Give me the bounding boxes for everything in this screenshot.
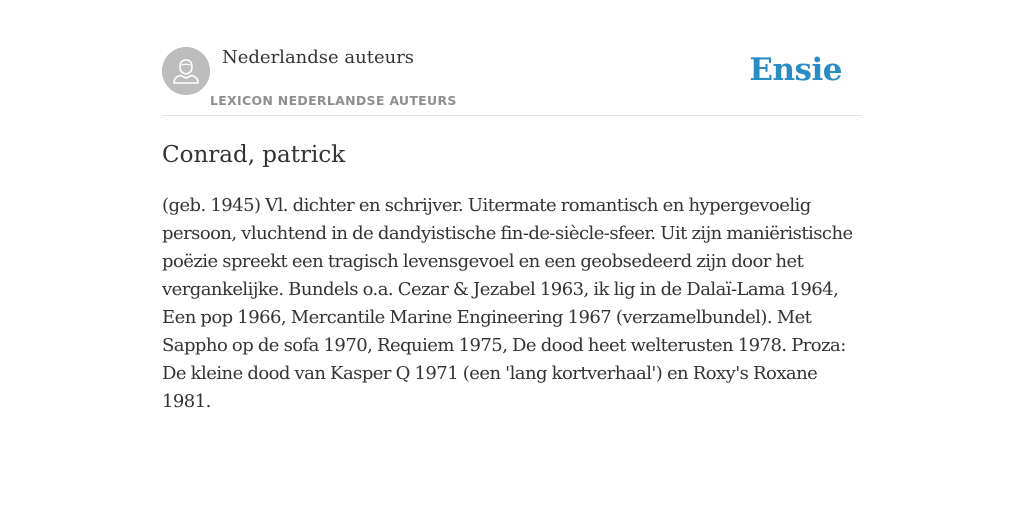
entry-title: Conrad, patrick <box>162 142 346 168</box>
entry-body: (geb. 1945) Vl. dichter en schrijver. Uitermate romantisch en hypergevoelig persoon, vluchtend in de dandyistische fin-de-siècle-sfeer. Uit zijn maniëristische poëzie spreekt een tragisch levensgevoel en een geobsedeerd zijn door het vergankelijke. Bundels o.a. Cezar & Jezabel 1963, ik lig in de Dalaï-Lama 1964, Een pop 1966, Mercantile Marine Engineering 1967 (verzamelbundel). Met Sappho op de sofa 1970, Requiem 1975, De dood heet welterusten 1978. Proza: De kleine dood van Kasper Q 1971 (een 'lang kortverhaal') en Roxy's Roxane 1981. <box>162 195 853 412</box>
author-name[interactable]: Nederlandse auteurs <box>222 47 415 68</box>
author-avatar[interactable] <box>162 47 210 95</box>
ensie-logo[interactable]: Ensie <box>749 52 842 88</box>
entry-card <box>162 0 862 512</box>
source-label[interactable]: LEXICON NEDERLANDSE AUTEURS <box>210 93 457 108</box>
header-divider <box>162 115 862 116</box>
user-icon <box>162 47 210 95</box>
